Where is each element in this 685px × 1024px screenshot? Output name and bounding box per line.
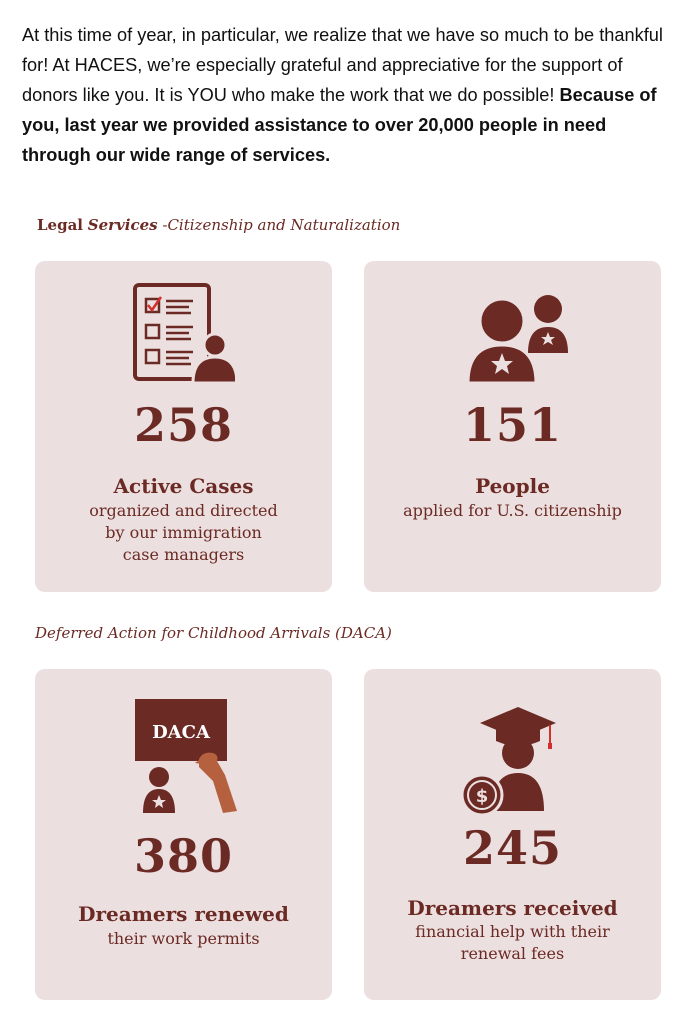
legal-title-rest: -Citizenship and Naturalization: [162, 216, 401, 234]
people-number: 151: [462, 398, 563, 452]
legal-title-bold: Legal: [37, 216, 83, 234]
dreamers-received-description: [364, 921, 661, 965]
intro-text: At this time of year, in particular, we realize that we have so much to be thankful for! At HACES, we’re especially grateful and appreciative for the support of donors like you. It is YOU who make the work that we do possible!: [22, 25, 663, 105]
active-cases-desc-line: case managers: [122, 545, 245, 564]
legal-section-title: [37, 216, 400, 234]
active-cases-label: Active Cases: [113, 474, 254, 498]
dreamers-received-desc-line: renewal fees: [460, 944, 565, 963]
people-desc-line: applied for U.S. citizenship: [403, 501, 622, 520]
stat-card-active-cases: [35, 261, 332, 592]
legal-title-bold-italic: Services: [87, 216, 158, 234]
dreamers-renewed-desc-line: their work permits: [107, 929, 260, 948]
stat-card-dreamers-renewed: [35, 669, 332, 1000]
two-people-star-icon: [464, 291, 572, 383]
checklist-person-icon: [133, 283, 235, 385]
intro-bold-text: Because of you, last year we provided assistance to over 20,000 people in need through our wide range of services.: [22, 85, 657, 165]
daca-sign-person-icon: [133, 697, 237, 815]
intro-paragraph: [22, 20, 667, 170]
dreamers-renewed-description: [35, 928, 332, 950]
graduate-dollar-icon: [460, 703, 560, 815]
coin-dollar-text: $: [475, 786, 489, 807]
dreamers-received-desc-line: financial help with their: [415, 922, 610, 941]
dreamers-received-label: Dreamers received: [407, 896, 618, 920]
daca-section-title: [35, 624, 392, 642]
active-cases-description: [35, 500, 332, 566]
active-cases-number: 258: [133, 398, 234, 452]
daca-title-text: Deferred Action for Childhood Arrivals (DACA): [35, 624, 392, 642]
stat-card-people: [364, 261, 661, 592]
people-description: [364, 500, 661, 522]
dreamers-renewed-label: Dreamers renewed: [78, 902, 289, 926]
dreamers-received-number: 245: [462, 821, 563, 875]
people-label: People: [475, 474, 550, 498]
stat-card-dreamers-received: [364, 669, 661, 1000]
active-cases-desc-line: organized and directed: [89, 501, 278, 520]
active-cases-desc-line: by our immigration: [105, 523, 262, 542]
daca-sign-text: DACA: [152, 722, 210, 743]
dreamers-renewed-number: 380: [133, 829, 234, 883]
